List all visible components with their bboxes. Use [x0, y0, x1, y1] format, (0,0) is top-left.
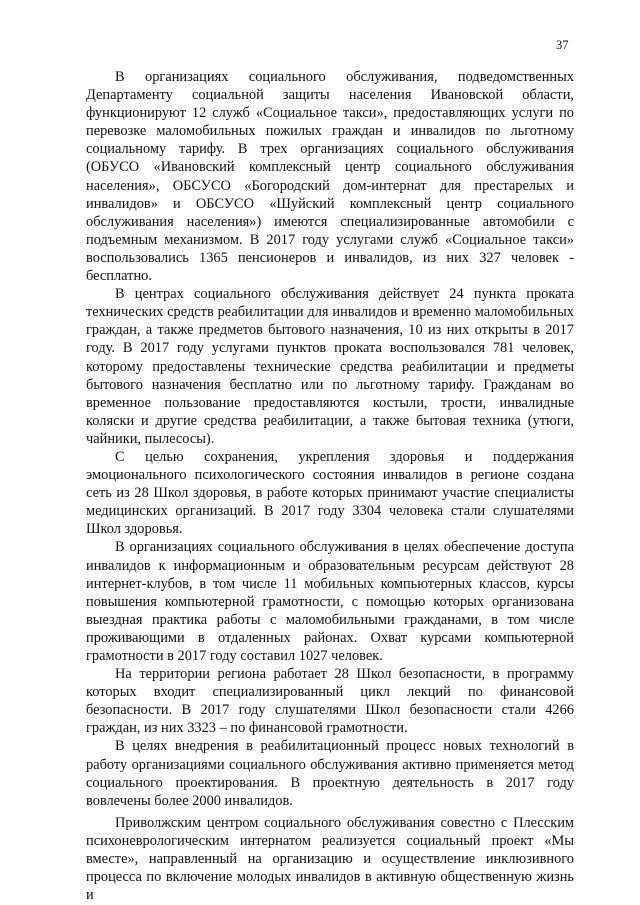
paragraph-rental-points: В центрах социального обслуживания действует 24 пункта проката технических средств реабилитации для инвалидов и временно маломобильных граждан, а также предметов бытового назначения, 10 из них открыты в 2017 году. В 2017 году услугами пунктов проката воспользовался 781 человек, которому предоставлены технические средства реабилитации и предметы бытового назначения бесплатно или по льготному тарифу. Гражданам во временное пользование предоставляются костыли, трости, инвалидные коляски и другие средства реабилитации, а также бытовая техника (утюги, чайники, пылесосы). [86, 286, 574, 447]
paragraph-social-design: В целях внедрения в реабилитационный процесс новых технологий в работу организациями социального обслуживания активно применяется метод социального проектирования. В проектную деятельность в 2017 году вовлечены более 2000 инвалидов. [86, 738, 574, 809]
paragraph-safety-schools: На территории региона работает 28 Школ безопасности, в программу которых входит специализированный цикл лекций по финансовой безопасности. В 2017 году слушателями Школ безопасности стали 4266 граждан, из них 3323 – по финансовой грамотности. [86, 666, 574, 737]
body-text [86, 68, 574, 904]
page-number: 37 [556, 38, 569, 52]
paragraph-health-schools: С целью сохранения, укрепления здоровья и поддержания эмоционального психологического состояния инвалидов в регионе создана сеть из 28 Школ здоровья, в работе которых принимают участие специалисты медицинских организаций. В 2017 году 3304 человека стали слушателями Школ здоровья. [86, 448, 574, 538]
paragraph-inclusive-project: Приволжским центром социального обслуживания совестно с Плесским психоневрологическим интернатом реализуется социальный проект «Мы вместе», направленный на организацию и осуществление инклюзивного процесса по включение молодых инвалидов в активную общественную жизнь и [86, 814, 574, 904]
paragraph-social-taxi: В организациях социального обслуживания, подведомственных Департаменту социальной защиты населения Ивановской области, функционируют 12 служб «Социальное такси», предоставляющих услуги по перевозке маломобильных пожилых граждан и инвалидов по льготному социальному тарифу. В трех организациях социального обслуживания (ОБУСО «Ивановский комплексный центр социального обслуживания населения», ОБСУСО «Богородский дом-интернат для престарелых и инвалидов» и ОБСУСО «Шуйский комплексный центр социального обслуживания населения») имеются специализированные автомобили с подъемным механизмом. В 2017 году услугами служб «Социальное такси» воспользовались 1365 пенсионеров и инвалидов, из них 327 человек - бесплатно. [86, 69, 574, 285]
paragraph-internet-clubs: В организациях социального обслуживания в целях обеспечение доступа инвалидов к информационным и образовательным ресурсам действуют 28 интернет-клубов, в том числе 11 мобильных компьютерных классов, курсы повышения компьютерной грамотности, с помощью которых организована выездная практика работы с маломобильными гражданами, в том числе проживающими в отдаленных районах. Охват курсами компьютерной грамотности в 2017 году составил 1027 человек. [86, 539, 574, 664]
